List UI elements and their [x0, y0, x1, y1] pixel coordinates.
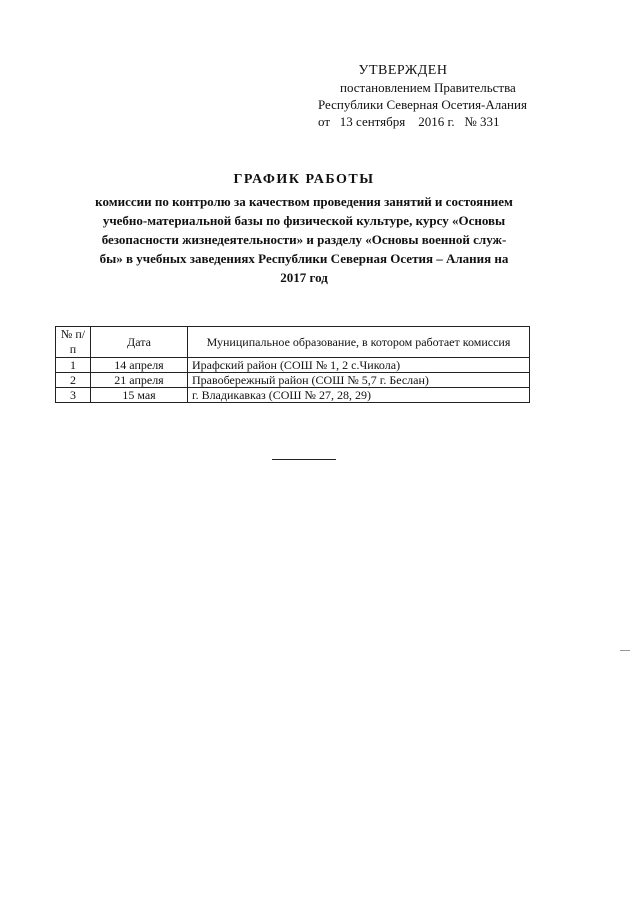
subtitle-line: 2017 год [280, 270, 328, 285]
schedule-table [55, 326, 530, 403]
header-date: Дата [91, 327, 188, 358]
document-title-block [50, 172, 558, 287]
approval-date: 13 сентября [339, 114, 406, 129]
row-date: 14 апреля [91, 358, 188, 373]
end-rule [272, 459, 336, 460]
table-row [56, 358, 530, 373]
row-num: 1 [56, 358, 91, 373]
header-num: № п/п [56, 327, 91, 358]
subtitle-line: комиссии по контролю за качеством проведения занятий и состоянием [95, 194, 513, 209]
subtitle-line: безопасности жизнедеятельности» и разделу «Основы военной служ- [101, 232, 507, 247]
subtitle-line: учебно-материальной базы по физической культуре, курсу «Основы [102, 213, 506, 228]
approval-date-line [318, 113, 558, 130]
document-subtitle [50, 192, 558, 287]
row-date: 21 апреля [91, 373, 188, 388]
subtitle-line: бы» в учебных заведениях Республики Северная Осетия – Алания на [99, 251, 509, 266]
table-row [56, 388, 530, 403]
approval-number: № 331 [464, 114, 500, 129]
row-municipality: г. Владикавказ (СОШ № 27, 28, 29) [188, 388, 530, 403]
approval-stamp [318, 62, 558, 130]
table-header-row [56, 327, 530, 358]
approval-date-prefix: от [318, 114, 331, 129]
approval-line-2: Республики Северная Осетия-Алания [318, 97, 527, 112]
row-date: 15 мая [91, 388, 188, 403]
schedule-table-wrapper [55, 326, 530, 403]
approval-year: 2016 г. [418, 114, 455, 129]
margin-mark [620, 650, 630, 651]
row-num: 2 [56, 373, 91, 388]
approval-heading: УТВЕРЖДЕН [358, 63, 448, 78]
document-title: ГРАФИК РАБОТЫ [233, 172, 375, 187]
table-row [56, 373, 530, 388]
header-municipality: Муниципальное образование, в котором работает комиссия [188, 327, 530, 358]
row-municipality: Ирафский район (СОШ № 1, 2 с.Чикола) [188, 358, 530, 373]
row-municipality: Правобережный район (СОШ № 5,7 г. Беслан) [188, 373, 530, 388]
approval-line-1: постановлением Правительства [340, 80, 516, 95]
row-num: 3 [56, 388, 91, 403]
